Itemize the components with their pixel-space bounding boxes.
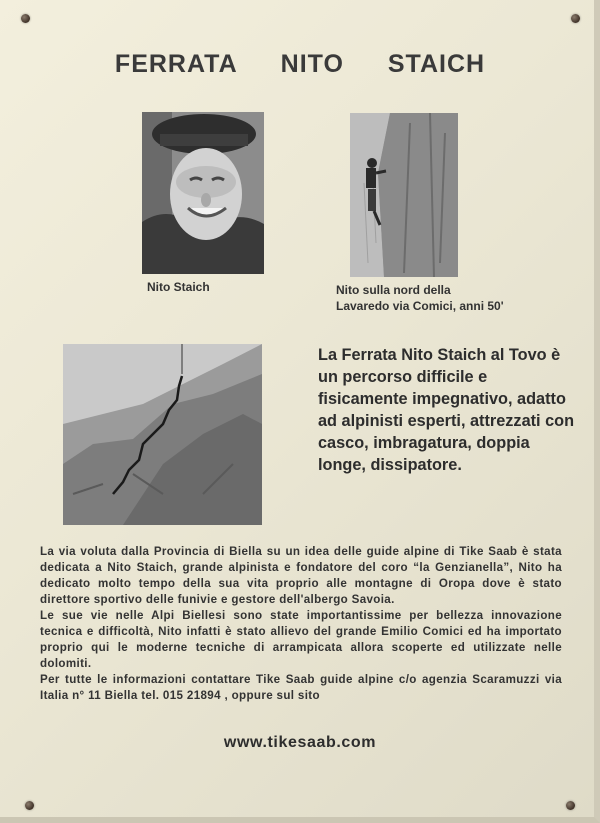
- climber-photo-icon: [350, 113, 458, 277]
- history-text: [40, 544, 562, 704]
- route-description: La Ferrata Nito Staich al Tovo è un percorso difficile e fisicamente impegnativo, adatto ad alpinisti esperti, attrezzati con casco, imbragatura, doppia longe, dissipatore.: [318, 346, 575, 474]
- poster-title: FERRATA NITO STAICH: [114, 50, 486, 78]
- caption-line: Nito Staich: [147, 280, 210, 294]
- paragraph: Per tutte le informazioni contattare Tike Saab guide alpine c/o agenzia Scaramuzzi via Italia n° 11 Biella tel. 015 21894 , oppure sul sito: [40, 673, 562, 702]
- caption-line: Lavaredo via Comici, anni 50': [336, 299, 504, 313]
- screw-icon: [21, 14, 30, 23]
- website-link[interactable]: www.tikesaab.com: [223, 734, 377, 751]
- screw-icon: [566, 801, 575, 810]
- portrait-photo: [142, 112, 264, 274]
- paragraph: Le sue vie nelle Alpi Biellesi sono state importantissime per bellezza innovazione tecnica e difficoltà, Nito infatti è stato allievo del grande Emilio Comici ed ha importato proprio qui le moderne tecniche di arrampicata allora scoperte ed utilizzate nelle dolomiti.: [40, 609, 562, 670]
- portrait-photo-icon: [142, 112, 264, 274]
- climber-caption: [336, 282, 504, 314]
- caption-line: Nito sulla nord della: [336, 283, 451, 297]
- climber-photo: [350, 113, 458, 277]
- route-map-photo: [63, 344, 262, 525]
- paragraph: La via voluta dalla Provincia di Biella su un idea delle guide alpine di Tike Saab è stata dedicata a Nito Staich, grande alpinista e fondatore del coro “la Genzianella”, Nito ha dedicato molto tempo della sua vita proprio alle montagne di Oropa dove è stato direttore sportivo delle funivie e gestore dell'albergo Savoia.: [40, 545, 562, 606]
- screw-icon: [571, 14, 580, 23]
- screw-icon: [25, 801, 34, 810]
- portrait-caption: [147, 279, 210, 295]
- route-map-photo-icon: [63, 344, 262, 525]
